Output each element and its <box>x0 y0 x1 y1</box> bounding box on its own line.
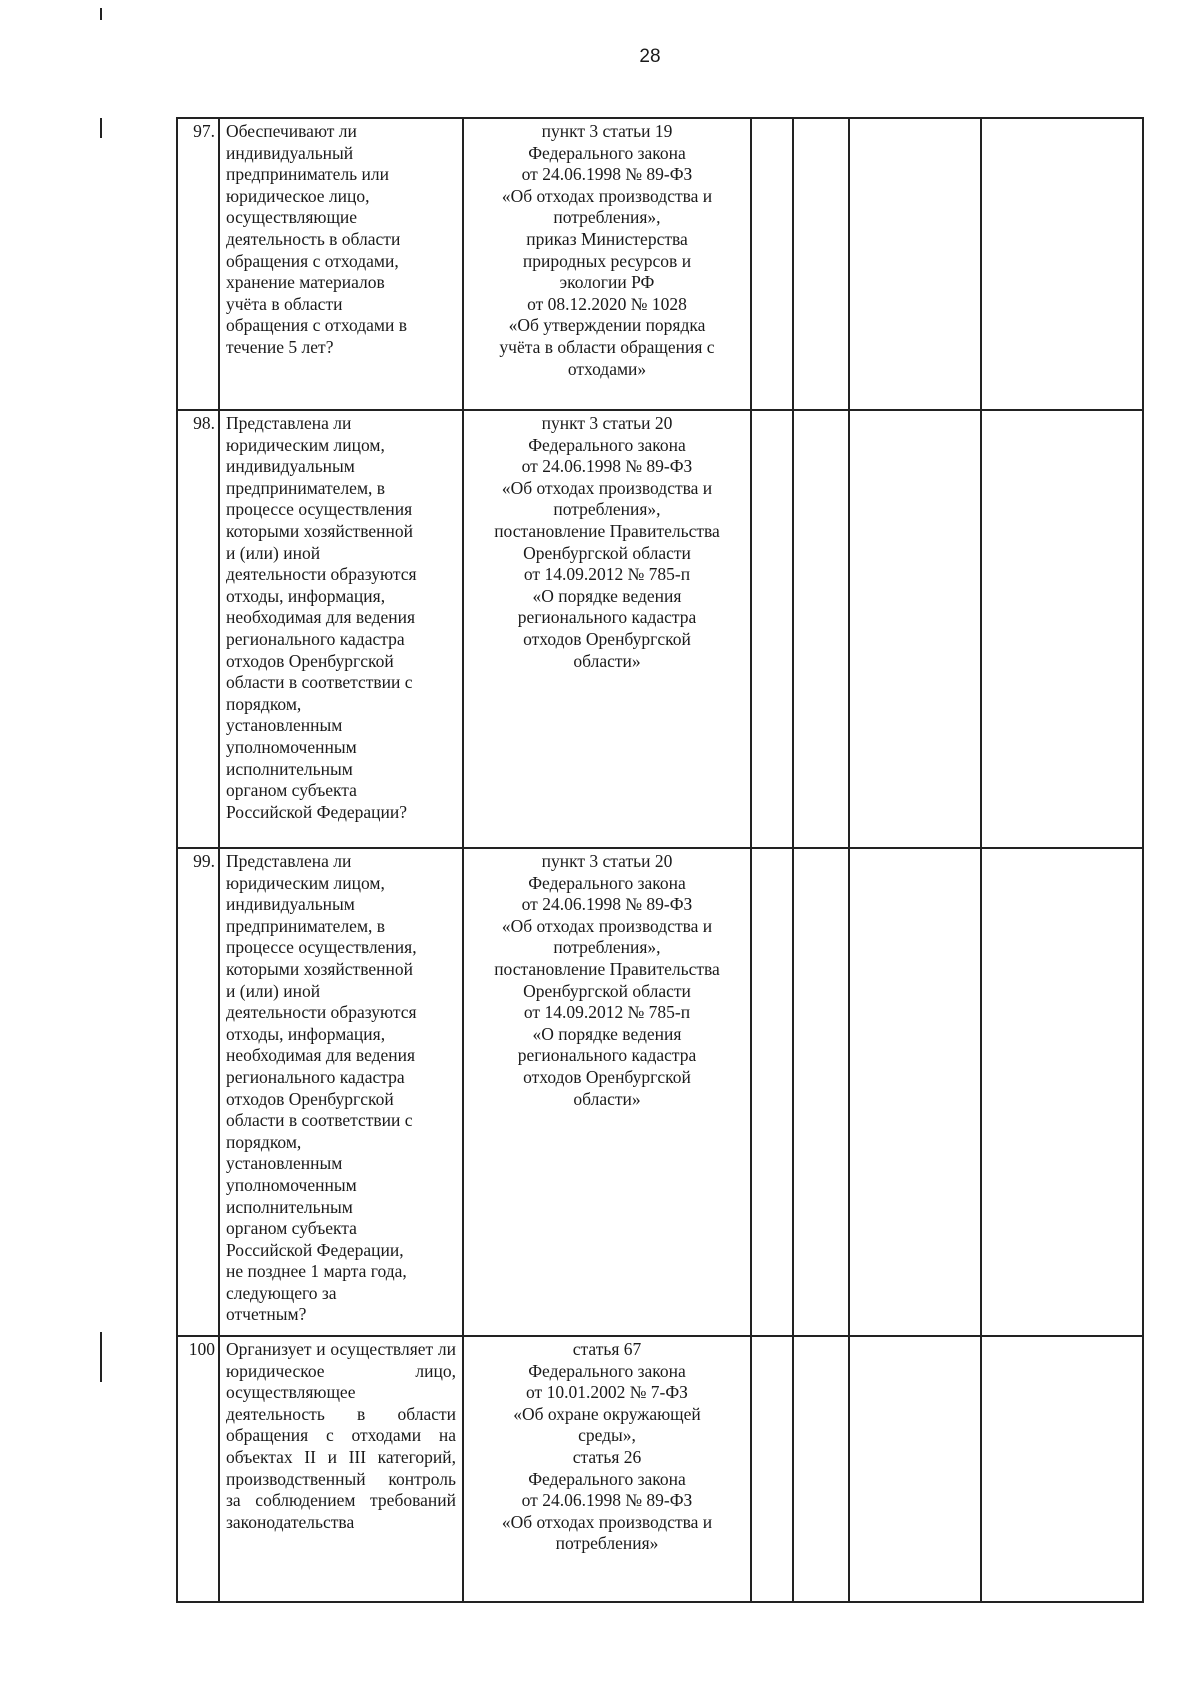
legal-basis-cell: пункт 3 статьи 20 Федерального закона от 24.06.1998 № 89-ФЗ «Об отходах производства и потребления», постановление Правительства Оренбургской области от 14.09.2012 № 785-п «О порядке ведения регионального кадастра отходов Оренбургской области» <box>463 410 751 848</box>
answer-yes-cell[interactable] <box>751 118 793 410</box>
question-cell: Представлена ли юридическим лицом, индивидуальным предпринимателем, в процессе осуществления, которыми хозяйственной и (или) иной деятельности образуются отходы, информация, необходимая для ведения регионального кадастра отходов Оренбургской области в соответствии с порядком, установленным уполномоченным исполнительным органом субъекта Российской Федерации, не позднее 1 марта года, следующего за отчетным? <box>219 848 463 1336</box>
answer-no-cell[interactable] <box>793 848 849 1336</box>
comment-cell[interactable] <box>981 410 1143 848</box>
answer-yes-cell[interactable] <box>751 410 793 848</box>
row-number: 100 <box>177 1336 219 1602</box>
legal-basis-cell: пункт 3 статьи 20 Федерального закона от 24.06.1998 № 89-ФЗ «Об отходах производства и потребления», постановление Правительства Оренбургской области от 14.09.2012 № 785-п «О порядке ведения регионального кадастра отходов Оренбургской области» <box>463 848 751 1336</box>
question-cell: Обеспечивают ли индивидуальный предприниматель или юридическое лицо, осуществляющие деятельность в области обращения с отходами, хранение материалов учёта в области обращения с отходами в течение 5 лет? <box>219 118 463 410</box>
answer-no-cell[interactable] <box>793 118 849 410</box>
page-number: 28 <box>639 46 661 67</box>
answer-no-cell[interactable] <box>793 1336 849 1602</box>
table-row <box>177 118 1143 410</box>
legal-basis-cell: статья 67 Федерального закона от 10.01.2002 № 7-ФЗ «Об охране окружающей среды», статья 26 Федерального закона от 24.06.1998 № 89-ФЗ «Об отходах производства и потребления» <box>463 1336 751 1602</box>
legal-basis-cell: пункт 3 статьи 19 Федерального закона от 24.06.1998 № 89-ФЗ «Об отходах производства и потребления», приказ Министерства природных ресурсов и экологии РФ от 08.12.2020 № 1028 «Об утверждении порядка учёта в области обращения с отходами» <box>463 118 751 410</box>
not-applicable-cell[interactable] <box>849 410 981 848</box>
row-number: 97. <box>177 118 219 410</box>
answer-no-cell[interactable] <box>793 410 849 848</box>
question-cell: Представлена ли юридическим лицом, индивидуальным предпринимателем, в процессе осуществления которыми хозяйственной и (или) иной деятельности образуются отходы, информация, необходимая для ведения регионального кадастра отходов Оренбургской области в соответствии с порядком, установленным уполномоченным исполнительным органом субъекта Российской Федерации? <box>219 410 463 848</box>
comment-cell[interactable] <box>981 848 1143 1336</box>
table-row <box>177 848 1143 1336</box>
not-applicable-cell[interactable] <box>849 1336 981 1602</box>
not-applicable-cell[interactable] <box>849 118 981 410</box>
margin-scan-mark <box>100 1332 102 1382</box>
comment-cell[interactable] <box>981 1336 1143 1602</box>
row-number: 98. <box>177 410 219 848</box>
answer-yes-cell[interactable] <box>751 848 793 1336</box>
question-cell: Организует и осуществляет ли юридическое лицо, осуществляющее деятельность в области обращения с отходами на объектах II и III категорий, производственный контроль за соблюдением требований законодательства <box>219 1336 463 1602</box>
not-applicable-cell[interactable] <box>849 848 981 1336</box>
row-number: 99. <box>177 848 219 1336</box>
checklist-table <box>176 117 1144 1603</box>
margin-scan-mark <box>100 8 102 20</box>
comment-cell[interactable] <box>981 118 1143 410</box>
margin-scan-mark <box>100 118 102 138</box>
table-row <box>177 410 1143 848</box>
table-row <box>177 1336 1143 1602</box>
answer-yes-cell[interactable] <box>751 1336 793 1602</box>
